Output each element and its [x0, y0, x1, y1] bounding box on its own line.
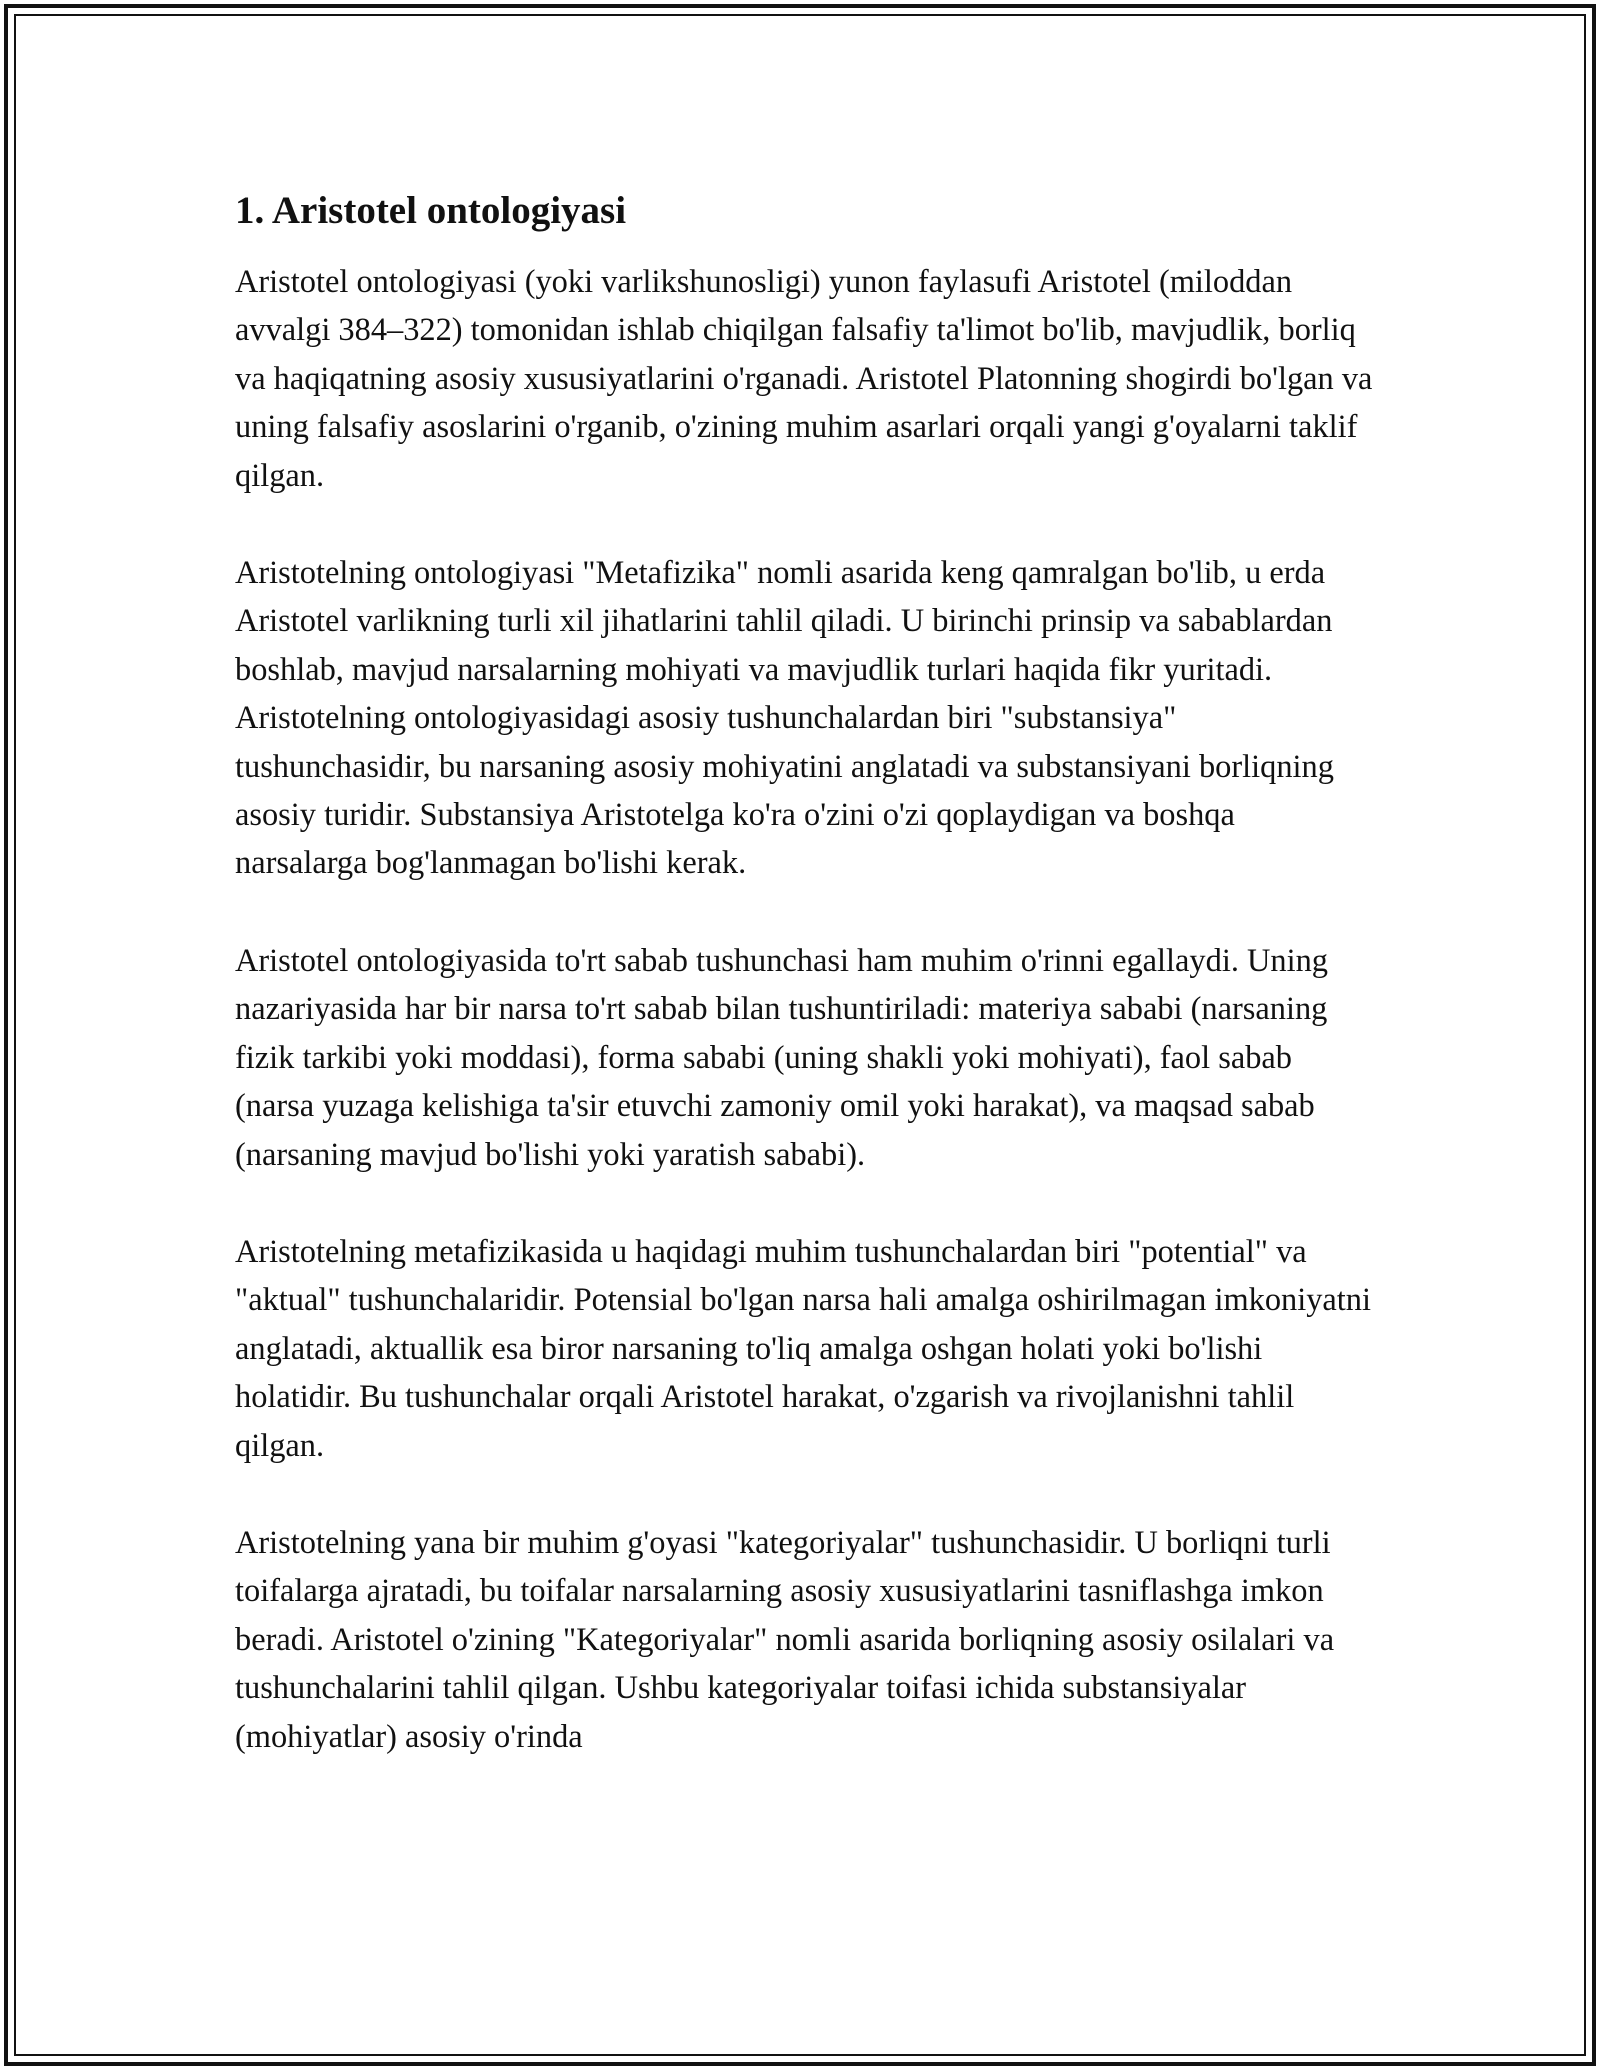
paragraph-intro: Aristotel ontologiyasi (yoki varlikshunosligi) yunon faylasufi Aristotel (miloddan avvalgi 384–322) tomonidan ishlab chiqilgan falsafiy ta'limot bo'lib, mavjudlik, borliq va haqiqatning asosiy xususiyatlarini o'rganadi. Aristotel Platonning shogirdi bo'lgan va uning falsafiy asoslarini o'rganib, o'zining muhim asarlari orqali yangi g'oyalarni taklif qilgan. — [235, 264, 1373, 494]
document-body — [235, 186, 1375, 1810]
section-heading: 1. Aristotel ontologiyasi — [235, 189, 627, 232]
paragraph-metafizika: Aristotelning ontologiyasi "Metafizika" nomli asarida keng qamralgan bo'lib, u erda Aristotel varlikning turli xil jihatlarini tahlil qiladi. U birinchi prinsip va sabablardan boshlab, mavjud narsalarning mohiyati va mavjudlik turlari haqida fikr yuritadi. Aristotelning ontologiyasidagi asosiy tushunchalardan biri "substansiya" tushunchasidir, bu narsaning asosiy mohiyatini anglatadi va substansiyani borliqning asosiy turidir. Substansiya Aristotelga ko'ra o'zini o'zi qoplaydigan va boshqa narsalarga bog'lanmagan bo'lishi kerak. — [235, 555, 1334, 882]
paragraph-four-causes: Aristotel ontologiyasida to'rt sabab tushunchasi ham muhim o'rinni egallaydi. Uning nazariyasida har bir narsa to'rt sabab bilan tushuntiriladi: materiya sababi (narsaning fizik tarkibi yoki moddasi), forma sababi (uning shakli yoki mohiyati), faol sabab (narsa yuzaga kelishiga ta'sir etuvchi zamoniy omil yoki harakat), va maqsad sabab (narsaning mavjud bo'lishi yoki yaratish sababi). — [235, 942, 1328, 1173]
paragraph-categories: Aristotelning yana bir muhim g'oyasi "kategoriyalar" tushunchasidir. U borliqni turli toifalarga ajratadi, bu toifalar narsalarning asosiy xususiyatlarini tasniflashga imkon beradi. Aristotel o'zining "Kategoriyalar" nomli asarida borliqning asosiy osilalari va tushunchalarini tahlil qilgan. Ushbu kategoriyalar toifasi ichida substansiyalar (mohiyatlar) asosiy o'rinda — [235, 1524, 1335, 1755]
paragraph-potential-actual: Aristotelning metafizikasida u haqidagi muhim tushunchalardan biri "potential" va "aktual" tushunchalaridir. Potensial bo'lgan narsa hali amalga oshirilmagan imkoniyatni anglatadi, aktuallik esa biror narsaning to'liq amalga oshgan holati yoki bo'lishi holatidir. Bu tushunchalar orqali Aristotel harakat, o'zgarish va rivojlanishni tahlil qilgan. — [235, 1233, 1371, 1464]
